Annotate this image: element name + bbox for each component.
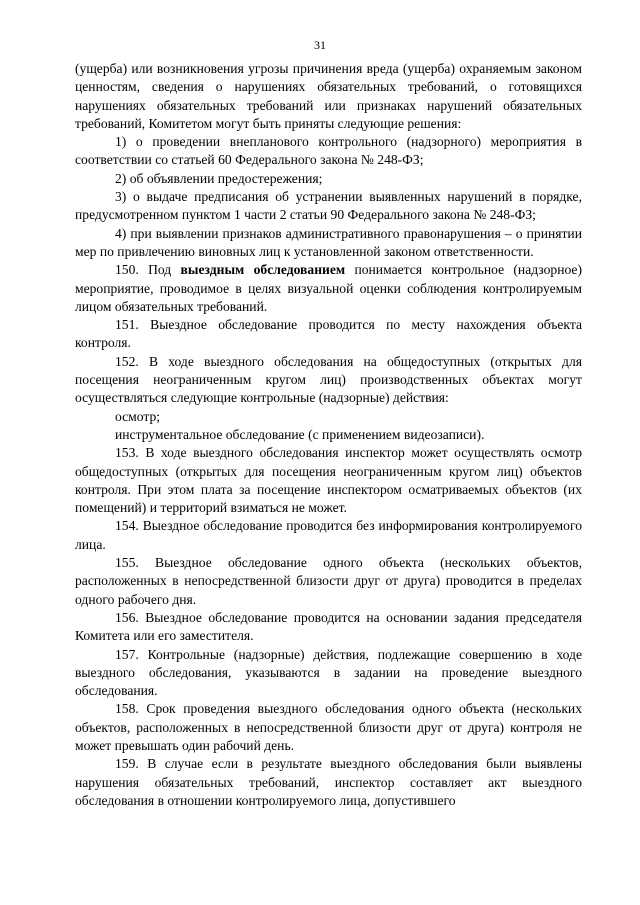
- paragraph-159: 159. В случае если в результате выездного обследования были выявлены нарушения обязательных требований, инспектор составляет акт выездного обследования в отношении контролируемого лица, допустившего: [75, 756, 582, 808]
- defined-term: выездным обследованием: [180, 262, 346, 278]
- paragraph-152-item-b: инструментальное обследование (с применением видеозаписи).: [115, 426, 485, 442]
- paragraph-152: 152. В ходе выездного обследования на общедоступных (открытых для посещения неограниченным кругом лиц) производственных объектах могут осуществляться следующие контрольные (надзорные) действия:: [75, 353, 582, 406]
- list-item-1: 1) о проведении внепланового контрольного (надзорного) мероприятия в соответствии со статьей 60 Федерального закона № 248-ФЗ;: [75, 134, 582, 168]
- paragraph-155: 155. Выездное обследование одного объекта (нескольких объектов, расположенных в непосредственной близости друг от друга) проводится в пределах одного рабочего дня.: [75, 555, 582, 607]
- page-number: 31: [314, 38, 326, 52]
- paragraph-151: 151. Выездное обследование проводится по месту нахождения объекта контроля.: [75, 317, 582, 351]
- list-item-4: 4) при выявлении признаков административного правонарушения – о принятии мер по привлечению виновных лиц к установленной законом ответственности.: [75, 225, 582, 259]
- paragraph-157: 157. Контрольные (надзорные) действия, подлежащие совершению в ходе выездного обследования, указываются в задании на проведение выездного обследования.: [75, 646, 582, 699]
- paragraph-153: 153. В ходе выездного обследования инспектор может осуществлять осмотр общедоступных (открытых для посещения неограниченным кругом лиц) объектов контроля. При этом плата за посещение инспектором осматриваемых объектов (их помещений) и территорий взиматься не может.: [75, 445, 582, 516]
- paragraph-158: 158. Срок проведения выездного обследования одного объекта (нескольких объектов, расположенных в непосредственной близости друг от друга) контроля не может превышать один рабочий день.: [75, 701, 582, 753]
- paragraph-150-start: 150. Под: [115, 262, 181, 278]
- list-item-2: 2) об объявлении предостережения;: [115, 170, 323, 186]
- paragraph-154: 154. Выездное обследование проводится без информирования контролируемого лица.: [75, 518, 582, 552]
- list-item-3: 3) о выдаче предписания об устранении выявленных нарушений в порядке, предусмотренном пунктом 1 части 2 статьи 90 Федерального закона № 248-ФЗ;: [75, 189, 582, 223]
- paragraph-150-end: понимается контрольное (надзорное) мероприятие, проводимое в целях визуальной оценки соблюдения контролируемым лицом обязательных требований.: [75, 262, 582, 314]
- paragraph-156: 156. Выездное обследование проводится на основании задания председателя Комитета или его заместителя.: [75, 609, 582, 644]
- paragraph-150: [75, 261, 582, 316]
- paragraph-152-item-a: осмотр;: [115, 408, 161, 424]
- paragraph-continuation: (ущерба) или возникновения угрозы причинения вреда (ущерба) охраняемым законом ценностям, сведения о нарушениях обязательных требований, о готовящихся нарушениях обязательных требований или признаках нарушений обязательных требований, Комитетом могут быть приняты следующие решения:: [75, 61, 582, 131]
- document-body: [75, 60, 582, 810]
